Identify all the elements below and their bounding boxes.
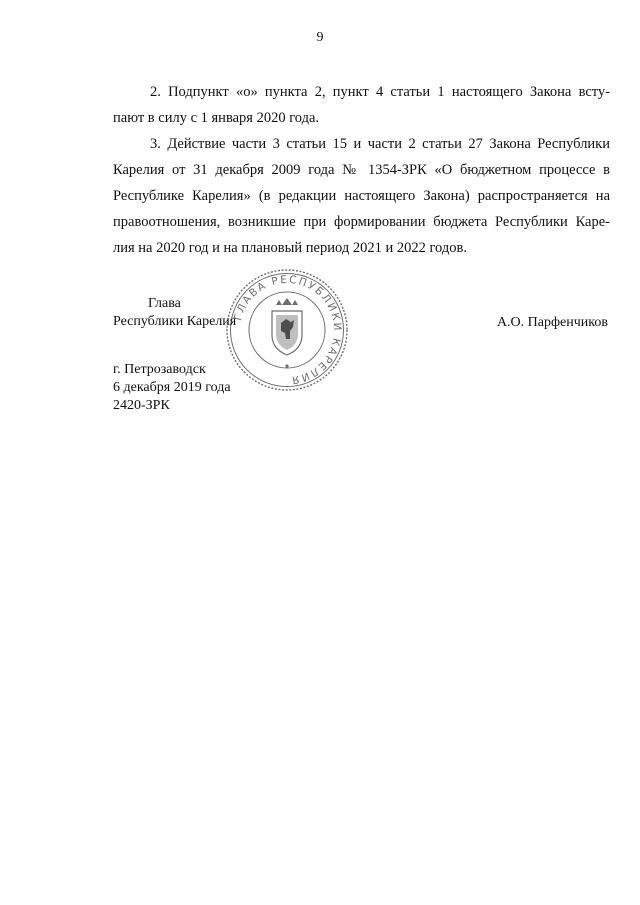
paragraph-2-line-2: пают в силу с 1 января 2020 года. <box>113 110 320 126</box>
paragraph-3-line-3: Республике Карелия» (в редакции настоящего Закона) распространяется на <box>113 188 610 204</box>
paragraph-2 <box>113 79 610 131</box>
paragraph-3-line-2: Карелия от 31 декабря 2009 года № 1354-ЗРК «О бюджетном процессе в <box>113 162 610 178</box>
paragraph-2-line-1: 2. Подпункт «о» пункта 2, пункт 4 статьи 1 настоящего Закона всту- <box>150 84 610 100</box>
svg-text:ГЛАВА РЕСПУБЛИКИ КАРЕЛИЯ: ГЛАВА РЕСПУБЛИКИ КАРЕЛИЯ <box>231 273 344 387</box>
signer-name: А.О. Парфенчиков <box>496 315 608 330</box>
signer-title <box>113 295 236 331</box>
footer-city: г. Петрозаводск <box>113 362 206 377</box>
document-footer <box>113 361 231 415</box>
signer-title-line-2: Республики Карелия <box>113 314 237 329</box>
paragraph-3 <box>113 131 610 261</box>
coat-of-arms-icon <box>272 298 302 368</box>
paragraph-3-line-5: лия на 2020 год и на плановый период 2021 и 2022 годов. <box>113 240 467 256</box>
signer-title-line-1: Глава <box>148 296 181 311</box>
page-number: 9 <box>316 30 324 45</box>
paragraph-3-line-4: правоотношения, возникшие при формировании бюджета Республики Каре- <box>113 214 610 230</box>
footer-date: 6 декабря 2019 года <box>113 380 231 395</box>
official-seal <box>224 267 350 393</box>
paragraph-3-line-1: 3. Действие части 3 статьи 15 и части 2 статьи 27 Закона Республики <box>150 136 610 152</box>
footer-number: 2420-ЗРК <box>113 398 170 413</box>
